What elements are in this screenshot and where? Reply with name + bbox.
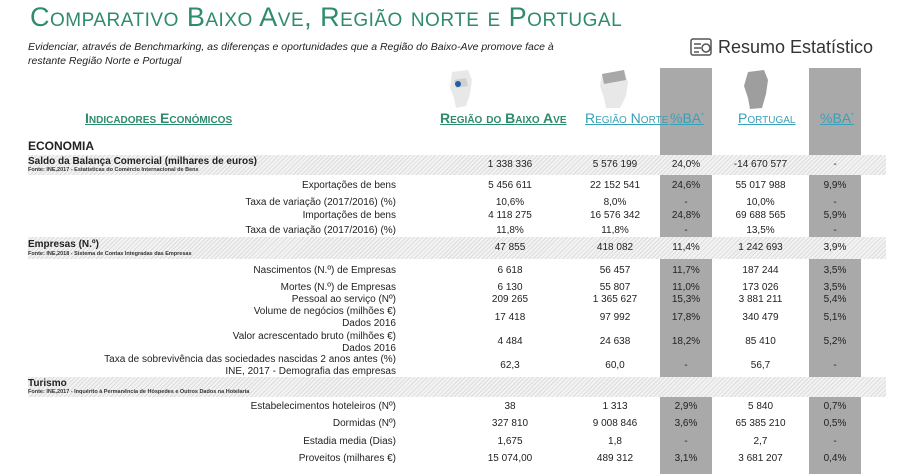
table-row-estadia bbox=[0, 436, 906, 448]
table-row-mortes bbox=[0, 282, 906, 294]
cell-regiao-norte: 60,0 bbox=[605, 360, 625, 371]
cell-portugal: 1 242 693 bbox=[738, 242, 783, 253]
table-row-volume bbox=[0, 312, 906, 324]
resumo-label: Resumo Estatístico bbox=[718, 36, 874, 57]
cell-pct-ba-1: 11,4% bbox=[672, 242, 700, 253]
cell-regiao-norte: 8,0% bbox=[603, 197, 627, 208]
row-label: Estadia media (Dias) bbox=[303, 436, 396, 447]
cell-pct-ba-2: - bbox=[833, 197, 837, 208]
cell-portugal: -14 670 577 bbox=[733, 159, 788, 170]
cell-baixo-ave: 1,675 bbox=[497, 436, 523, 447]
page-title: Comparativo Baixo Ave, Região norte e Portugal bbox=[30, 2, 623, 32]
cell-pct-ba-2: 3,5% bbox=[823, 282, 847, 293]
group-source-turismo: Fonte: INE,2017 - Inquérito à Permanência de Hóspedes e Outros Dados na Hotelaria bbox=[28, 389, 250, 395]
cell-pct-ba-2: 5,9% bbox=[823, 210, 847, 221]
table-row-sobrevivencia bbox=[0, 360, 906, 372]
cell-baixo-ave: 15 074,00 bbox=[487, 453, 533, 464]
table-row-taxa-2 bbox=[0, 225, 906, 237]
cell-regiao-norte: 11,8% bbox=[601, 225, 629, 236]
asterisk-1: * bbox=[701, 112, 704, 120]
cell-portugal: 13,5% bbox=[746, 225, 775, 236]
cell-baixo-ave: 10,6% bbox=[495, 197, 525, 208]
cell-regiao-norte: 1,8 bbox=[608, 436, 622, 447]
row-label: Pessoal ao serviço (Nº) bbox=[291, 294, 396, 305]
cell-pct-ba-1: 24,0% bbox=[671, 159, 701, 170]
row-label-sobrevivencia: Taxa de sobrevivência das sociedades nascidas 2 anos antes (%) bbox=[104, 354, 396, 365]
group-label-saldo: Saldo da Balança Comercial (milhares de euros) bbox=[28, 156, 257, 167]
row-label: Estabelecimentos hoteleiros (Nº) bbox=[250, 401, 396, 412]
cell-pct-ba-2: 5,4% bbox=[823, 294, 847, 305]
cell-portugal: 5 840 bbox=[747, 401, 774, 412]
cell-baixo-ave: 6 618 bbox=[497, 265, 523, 276]
table-row-nascimentos bbox=[0, 265, 906, 277]
cell-portugal: 173 026 bbox=[742, 282, 779, 293]
row-label: Importações de bens bbox=[302, 210, 396, 221]
cell-baixo-ave: 11,8% bbox=[496, 225, 524, 236]
cell-pct-ba-1: 24,6% bbox=[671, 180, 701, 191]
cell-regiao-norte: 97 992 bbox=[599, 312, 631, 323]
table-row-exportacoes bbox=[0, 180, 906, 192]
group-label-empresas: Empresas (N.º) bbox=[28, 239, 99, 250]
row-label-volume: Volume de negócios (milhões €) bbox=[253, 306, 396, 317]
row-label-sobrevivencia-source: INE, 2017 - Demografia das empresas bbox=[225, 366, 396, 377]
cell-portugal: 340 479 bbox=[742, 312, 779, 323]
cell-regiao-norte: 1 313 bbox=[602, 401, 628, 412]
page-subtitle: Evidenciar, através de Benchmarking, as diferenças e oportunidades que a Região do Baixo-Ave promove face à restante Região Norte e Portugal bbox=[28, 41, 554, 67]
row-label-vab: Valor acrescentado bruto (milhões €) bbox=[232, 331, 396, 342]
cell-baixo-ave: 62,3 bbox=[500, 360, 520, 371]
row-label-volume-year: Dados 2016 bbox=[342, 318, 396, 329]
cell-pct-ba-2: - bbox=[833, 225, 837, 236]
group-source-saldo: Fonte: INE,2017 - Estatísticas do Comércio Internacional de Bens bbox=[28, 167, 199, 173]
resumo-badge bbox=[690, 36, 873, 58]
table-row-taxa-1 bbox=[0, 197, 906, 209]
row-label: Mortes (N.º) de Empresas bbox=[280, 282, 396, 293]
cell-portugal: 69 688 565 bbox=[735, 210, 786, 221]
cell-pct-ba-2: 3,9% bbox=[823, 242, 847, 253]
header-baixo-ave: Região do Baixo Ave bbox=[440, 110, 567, 126]
section-economia: ECONOMIA bbox=[28, 139, 94, 153]
table-row-vab bbox=[0, 336, 906, 348]
cell-baixo-ave: 38 bbox=[504, 401, 516, 412]
table-row-importacoes bbox=[0, 210, 906, 222]
cell-pct-ba-1: 15,3% bbox=[671, 294, 701, 305]
cell-pct-ba-1: 11,7% bbox=[672, 265, 700, 276]
cell-portugal: 2,7 bbox=[753, 436, 768, 447]
cell-pct-ba-1: 17,8% bbox=[671, 312, 701, 323]
row-label: Nascimentos (N.º) de Empresas bbox=[253, 265, 396, 276]
cell-pct-ba-1: 24,8% bbox=[671, 210, 701, 221]
table-row-empresas bbox=[0, 242, 906, 254]
cell-pct-ba-1: - bbox=[684, 225, 688, 236]
table-row-proveitos bbox=[0, 453, 906, 465]
group-source-empresas: Fonte: INE,2018 - Sistema de Contas Integradas das Empresas bbox=[28, 251, 192, 257]
cell-regiao-norte: 5 576 199 bbox=[592, 159, 638, 170]
asterisk-2: * bbox=[851, 112, 854, 120]
cell-portugal: 85 410 bbox=[745, 336, 776, 347]
statistics-icon bbox=[690, 36, 712, 58]
cell-pct-ba-2: 9,9% bbox=[823, 180, 847, 191]
header-pct-ba-1 bbox=[670, 110, 704, 126]
portugal-map-icon bbox=[742, 70, 770, 110]
cell-pct-ba-2: 0,7% bbox=[823, 401, 847, 412]
cell-pct-ba-1: - bbox=[684, 197, 688, 208]
baixo-ave-map-icon bbox=[448, 70, 474, 110]
cell-pct-ba-1: - bbox=[684, 360, 688, 371]
cell-regiao-norte: 22 152 541 bbox=[589, 180, 641, 191]
cell-baixo-ave: 17 418 bbox=[494, 312, 526, 323]
group-label-turismo: Turismo bbox=[28, 378, 67, 389]
cell-pct-ba-2: 5,2% bbox=[823, 336, 847, 347]
cell-pct-ba-2: 3,5% bbox=[823, 265, 847, 276]
cell-pct-ba-2: - bbox=[833, 159, 837, 170]
cell-portugal: 10,0% bbox=[746, 197, 775, 208]
cell-portugal: 65 385 210 bbox=[735, 418, 786, 429]
cell-baixo-ave: 4 484 bbox=[497, 336, 523, 347]
cell-baixo-ave: 5 456 611 bbox=[488, 180, 532, 191]
cell-pct-ba-1: 3,1% bbox=[674, 453, 698, 464]
cell-pct-ba-2: 0,5% bbox=[823, 418, 847, 429]
cell-portugal: 187 244 bbox=[742, 265, 779, 276]
cell-pct-ba-2: - bbox=[833, 360, 837, 371]
cell-baixo-ave: 47 855 bbox=[494, 242, 526, 253]
cell-portugal: 55 017 988 bbox=[735, 180, 786, 191]
header-pct-ba-1-label: %BA bbox=[670, 110, 702, 126]
cell-regiao-norte: 55 807 bbox=[599, 282, 631, 293]
cell-pct-ba-1: 11,0% bbox=[672, 282, 700, 293]
row-label: Exportações de bens bbox=[302, 180, 396, 191]
row-label: Dormidas (Nº) bbox=[332, 418, 396, 429]
cell-pct-ba-1: - bbox=[684, 436, 688, 447]
table-row-estabelecimentos bbox=[0, 401, 906, 413]
cell-baixo-ave: 6 130 bbox=[497, 282, 523, 293]
cell-baixo-ave: 1 338 336 bbox=[487, 159, 533, 170]
row-label: Taxa de variação (2017/2016) (%) bbox=[245, 197, 396, 208]
header-pct-ba-2 bbox=[820, 110, 854, 126]
header-regiao-norte: Região Norte bbox=[585, 110, 669, 126]
cell-portugal: 56,7 bbox=[750, 360, 771, 371]
row-label: Taxa de variação (2017/2016) (%) bbox=[245, 225, 396, 236]
cell-portugal: 3 681 207 bbox=[738, 453, 783, 464]
regiao-norte-map-icon bbox=[598, 70, 630, 110]
cell-baixo-ave: 327 810 bbox=[491, 418, 529, 429]
cell-pct-ba-2: 0,4% bbox=[823, 453, 847, 464]
cell-regiao-norte: 418 082 bbox=[596, 242, 634, 253]
cell-pct-ba-2: - bbox=[833, 436, 837, 447]
cell-regiao-norte: 489 312 bbox=[596, 453, 634, 464]
cell-regiao-norte: 24 638 bbox=[599, 336, 631, 347]
cell-portugal: 3 881 211 bbox=[738, 294, 783, 305]
header-portugal: Portugal bbox=[738, 110, 796, 126]
cell-regiao-norte: 9 008 846 bbox=[592, 418, 638, 429]
cell-baixo-ave: 209 265 bbox=[491, 294, 529, 305]
cell-pct-ba-2: 5,1% bbox=[823, 312, 847, 323]
table-row-dormidas bbox=[0, 418, 906, 430]
cell-pct-ba-1: 18,2% bbox=[671, 336, 701, 347]
table-row-saldo bbox=[0, 159, 906, 171]
cell-pct-ba-1: 2,9% bbox=[674, 401, 698, 412]
cell-pct-ba-1: 3,6% bbox=[674, 418, 698, 429]
header-pct-ba-2-label: %BA bbox=[820, 110, 852, 126]
cell-regiao-norte: 56 457 bbox=[599, 265, 631, 276]
table-row-pessoal bbox=[0, 294, 906, 306]
cell-regiao-norte: 1 365 627 bbox=[592, 294, 638, 305]
row-label-vab-year: Dados 2016 bbox=[342, 343, 396, 354]
cell-baixo-ave: 4 118 275 bbox=[488, 210, 532, 221]
row-label: Proveitos (milhares €) bbox=[298, 453, 396, 464]
cell-regiao-norte: 16 576 342 bbox=[589, 210, 641, 221]
header-indicadores: Indicadores Económicos bbox=[85, 110, 233, 126]
